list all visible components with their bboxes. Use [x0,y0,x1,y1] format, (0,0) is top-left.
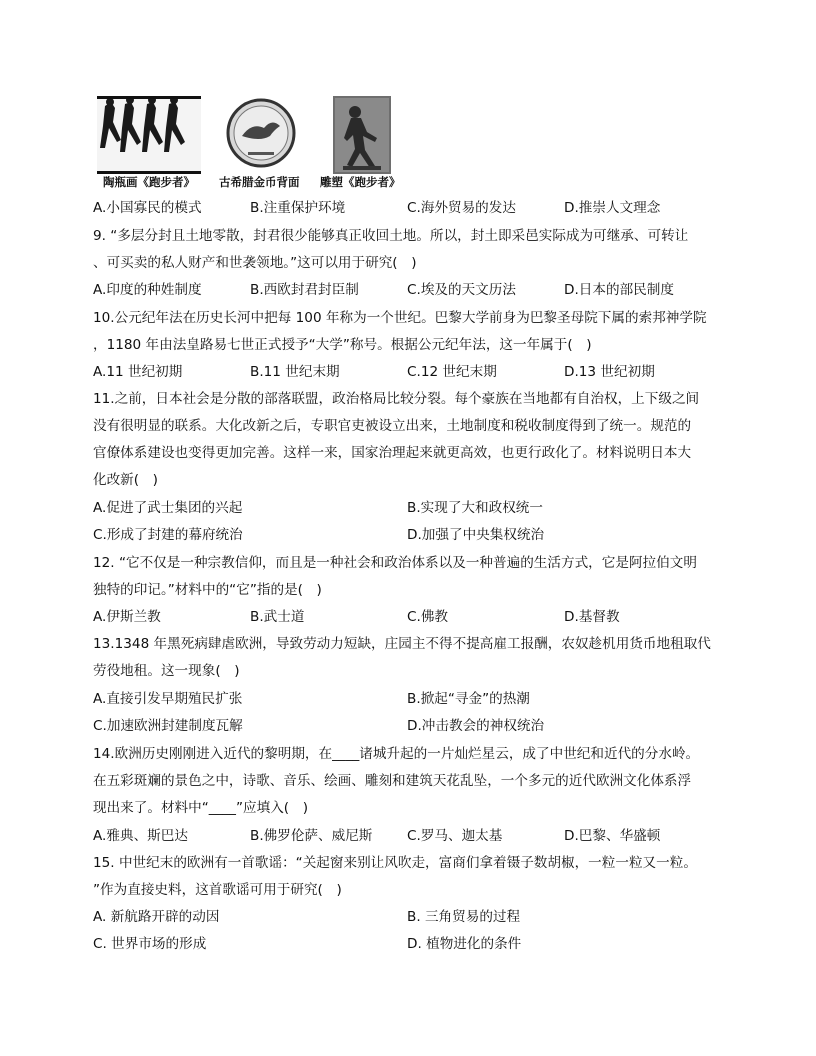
figure-caption-coin: 古希腊金币背面 [219,175,300,189]
q12-option-c: C.佛教 [407,609,449,625]
q8-option-d: D.推崇人文理念 [564,200,661,216]
q13-option-d: D.冲击教会的神权统治 [407,718,545,734]
q9-option-b: B.西欧封君封臣制 [250,282,359,298]
q14-option-a: A.雅典、斯巴达 [93,828,188,844]
q9-option-d: D.日本的部民制度 [564,282,674,298]
q10-option-c: C.12 世纪末期 [407,364,497,380]
q11-option-a: A.促进了武士集团的兴起 [93,500,243,516]
q11-stem-line: 没有很明显的联系。大化改新之后，专职官吏被设立出来，土地制度和税收制度得到了统一。规范的 [93,418,692,434]
q10-option-d: D.13 世纪初期 [564,364,655,380]
q14-option-d: D.巴黎、华盛顿 [564,828,661,844]
q11-stem-line: 11.之前，日本社会是分散的部落联盟，政治格局比较分裂。每个豪族在当地都有自治权，上下级之间 [93,391,700,407]
figure-caption-vase: 陶瓶画《跑步者》 [103,175,195,189]
q13-stem-line: 劳役地租。这一现象( ) [93,663,240,679]
q14-stem-line: 在五彩斑斓的景色之中，诗歌、音乐、绘画、雕刻和建筑天花乱坠，一个多元的近代欧洲文化体系浮 [93,773,692,789]
q12-option-b: B.武士道 [250,609,305,625]
q13-option-b: B.掀起“寻金”的热潮 [407,691,530,707]
q14-stem-line: 现出来了。材料中“____”应填入( ) [93,800,309,816]
vase-painting-runners-image [97,96,201,174]
q10-stem-line: 10.公元纪年法在历史长河中把每 100 年称为一个世纪。巴黎大学前身为巴黎圣母院下属的索邦神学院 [93,310,707,326]
q14-option-c: C.罗马、迦太基 [407,828,503,844]
q13-stem-line: 13.1348 年黑死病肆虐欧洲，导致劳动力短缺，庄园主不得不提高雇工报酬，农奴趁机用货币地租取代 [93,636,711,652]
q10-stem-line: ，1180 年由法皇路易七世正式授予“大学”称号。根据公元纪年法，这一年属于( ) [93,337,592,353]
q15-option-b: B. 三角贸易的过程 [407,909,521,925]
q15-option-c: C. 世界市场的形成 [93,936,207,952]
q14-stem-line: 14.欧洲历史刚刚进入近代的黎明期，在____诸城升起的一片灿烂星云，成了中世纪和近代的分水岭。 [93,746,700,762]
q11-stem-line: 官僚体系建设也变得更加完善。这样一来，国家治理起来就更高效，也更行政化了。材料说明日本大 [93,445,692,461]
q12-option-d: D.基督教 [564,609,620,625]
q14-option-b: B.佛罗伦萨、威尼斯 [250,828,373,844]
q8-option-c: C.海外贸易的发达 [407,200,516,216]
q9-option-c: C.埃及的天文历法 [407,282,516,298]
q8-option-b: B.注重保护环境 [250,200,346,216]
q10-option-a: A.11 世纪初期 [93,364,183,380]
q15-option-d: D. 植物进化的条件 [407,936,522,952]
runner-sculpture-image [333,96,391,174]
q8-option-a: A.小国寡民的模式 [93,200,202,216]
q9-stem-line: 9. “多层分封且土地零散，封君很少能够真正收回土地。所以，封土即采邑实际成为可继承、可转让 [93,228,689,244]
q12-stem-line: 独特的印记。”材料中的“它”指的是( ) [93,582,322,598]
q15-stem-line: ”作为直接史料，这首歌谣可用于研究( ) [93,882,342,898]
q11-stem-line: 化改新( ) [93,472,158,488]
q13-option-a: A.直接引发早期殖民扩张 [93,691,243,707]
q12-stem-line: 12. “它不仅是一种宗教信仰，而且是一种社会和政治体系以及一种普遍的生活方式，它是阿拉伯文明 [93,555,697,571]
figure-caption-sculpture: 雕塑《跑步者》 [320,175,401,189]
q11-option-b: B.实现了大和政权统一 [407,500,543,516]
q11-option-c: C.形成了封建的幕府统治 [93,527,243,543]
q9-stem-line: 、可买卖的私人财产和世袭领地。”这可以用于研究( ) [93,255,417,271]
q15-stem-line: 15. 中世纪末的欧洲有一首歌谣：“关起窗来别让风吹走，富商们拿着镊子数胡椒，一粒一粒又一粒。 [93,855,697,871]
q12-option-a: A.伊斯兰教 [93,609,161,625]
q11-option-d: D.加强了中央集权统治 [407,527,545,543]
q15-option-a: A. 新航路开辟的动因 [93,909,220,925]
gold-coin-image [224,96,298,174]
q10-option-b: B.11 世纪末期 [250,364,340,380]
q13-option-c: C.加速欧洲封建制度瓦解 [93,718,243,734]
q9-option-a: A.印度的种姓制度 [93,282,202,298]
